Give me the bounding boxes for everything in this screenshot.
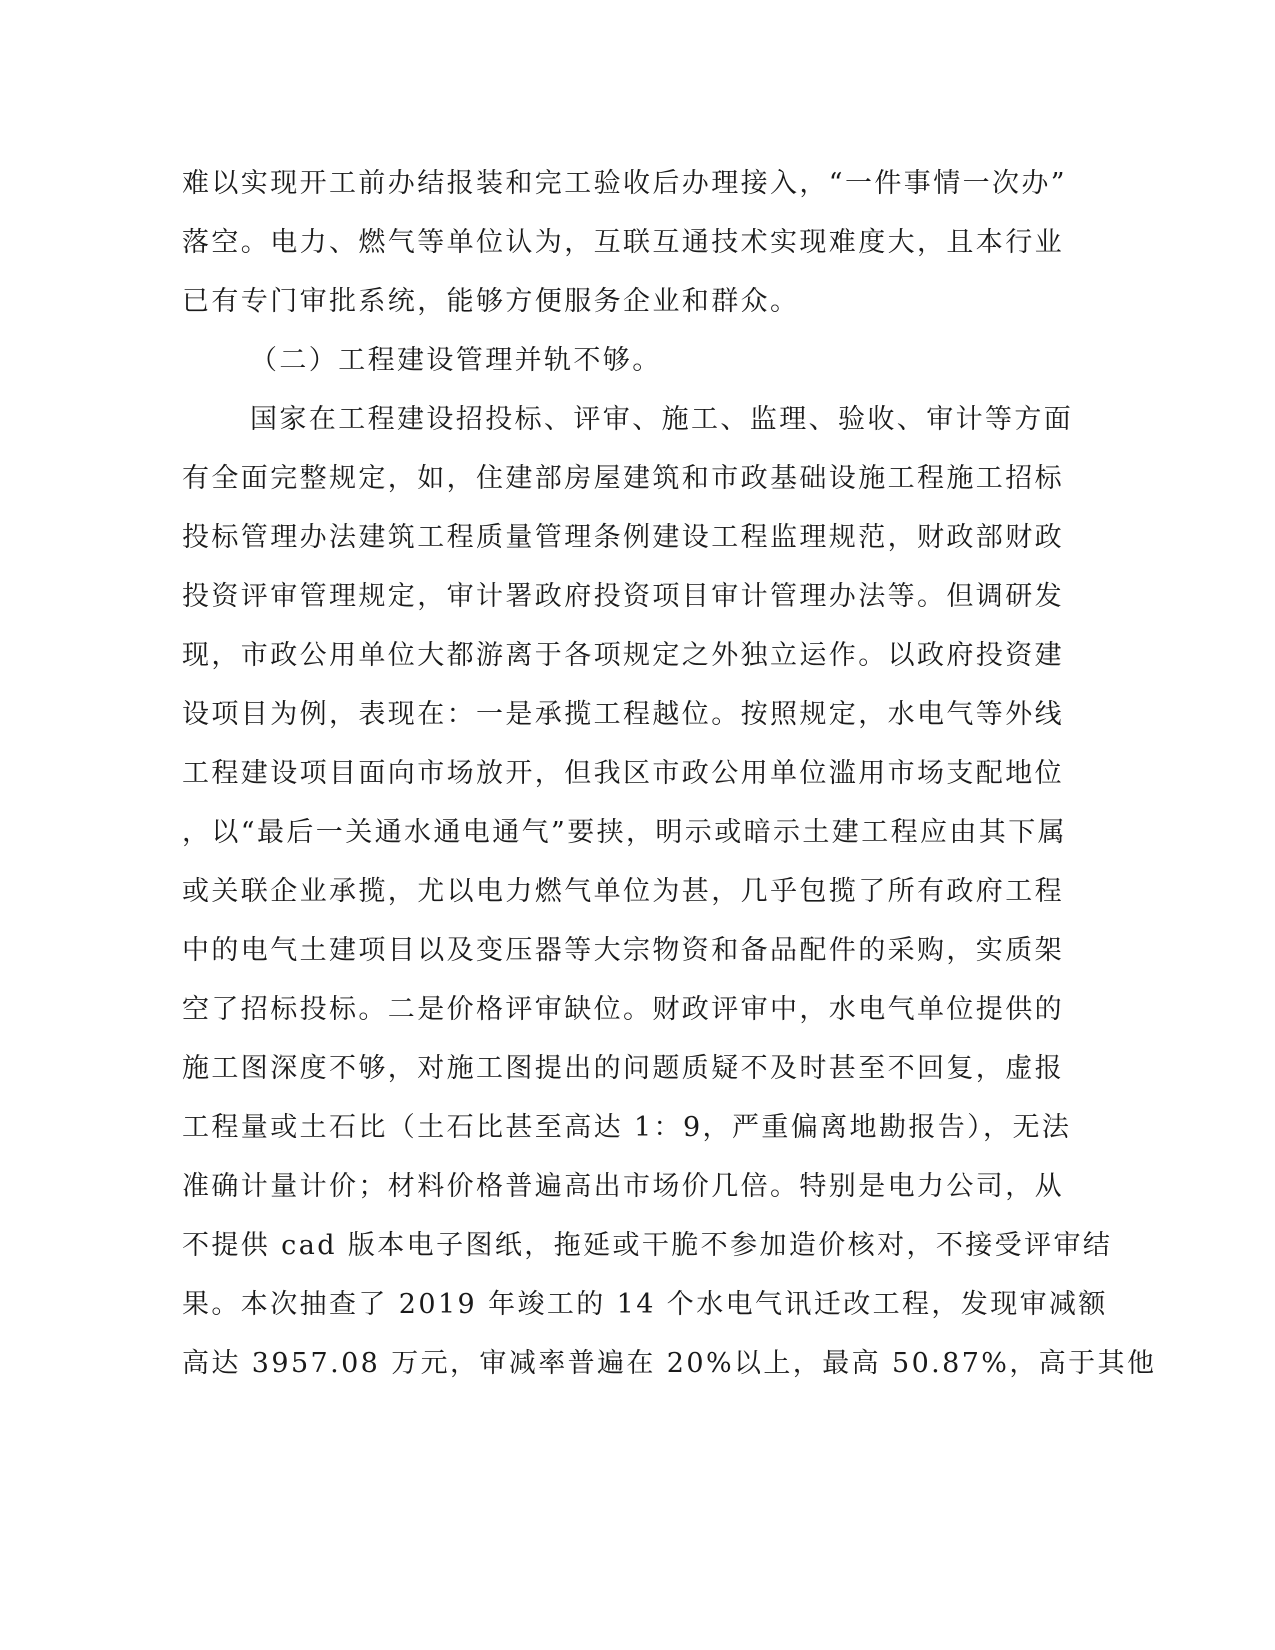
text-line: 工程建设项目面向市场放开，但我区市政公用单位滥用市场支配地位 — [182, 758, 1064, 789]
text-line: 或关联企业承揽，尤以电力燃气单位为甚，几乎包揽了所有政府工程 — [182, 876, 1064, 907]
text-line: 果。本次抽查了 2019 年竣工的 14 个水电气讯迁改工程，发现审减额 — [182, 1289, 1108, 1320]
text-line: 落空。电力、燃气等单位认为，互联互通技术实现难度大，且本行业 — [182, 227, 1064, 258]
text-line: 设项目为例，表现在：一是承揽工程越位。按照规定，水电气等外线 — [182, 699, 1064, 730]
text-line: 已有专门审批系统，能够方便服务企业和群众。 — [182, 286, 800, 317]
text-line: 不提供 cad 版本电子图纸，拖延或干脆不参加造价核对，不接受评审结 — [182, 1230, 1113, 1261]
text-line: 工程量或土石比（土石比甚至高达 1：9，严重偏离地勘报告），无法 — [182, 1112, 1072, 1143]
text-line: 空了招标投标。二是价格评审缺位。财政评审中，水电气单位提供的 — [182, 994, 1064, 1025]
text-line: 准确计量计价；材料价格普遍高出市场价几倍。特别是电力公司，从 — [182, 1171, 1064, 1202]
text-line: 高达 3957.08 万元，审减率普遍在 20%以上，最高 50.87%，高于其他 — [182, 1348, 1157, 1379]
text-line: 中的电气土建项目以及变压器等大宗物资和备品配件的采购，实质架 — [182, 935, 1064, 966]
text-line: 投标管理办法建筑工程质量管理条例建设工程监理规范，财政部财政 — [182, 522, 1064, 553]
text-line: 国家在工程建设招投标、评审、施工、监理、验收、审计等方面 — [250, 404, 1074, 435]
text-line: ，以“最后一关通水通电通气”要挟，明示或暗示土建工程应由其下属 — [182, 817, 1068, 848]
text-line: 施工图深度不够，对施工图提出的问题质疑不及时甚至不回复，虚报 — [182, 1053, 1064, 1084]
text-line: 现，市政公用单位大都游离于各项规定之外独立运作。以政府投资建 — [182, 640, 1064, 671]
text-line: 有全面完整规定，如，住建部房屋建筑和市政基础设施工程施工招标 — [182, 463, 1064, 494]
text-line: 难以实现开工前办结报装和完工验收后办理接入，“一件事情一次办” — [182, 168, 1068, 199]
text-line: 投资评审管理规定，审计署政府投资项目审计管理办法等。但调研发 — [182, 581, 1064, 612]
section-heading: （二）工程建设管理并轨不够。 — [250, 345, 662, 376]
